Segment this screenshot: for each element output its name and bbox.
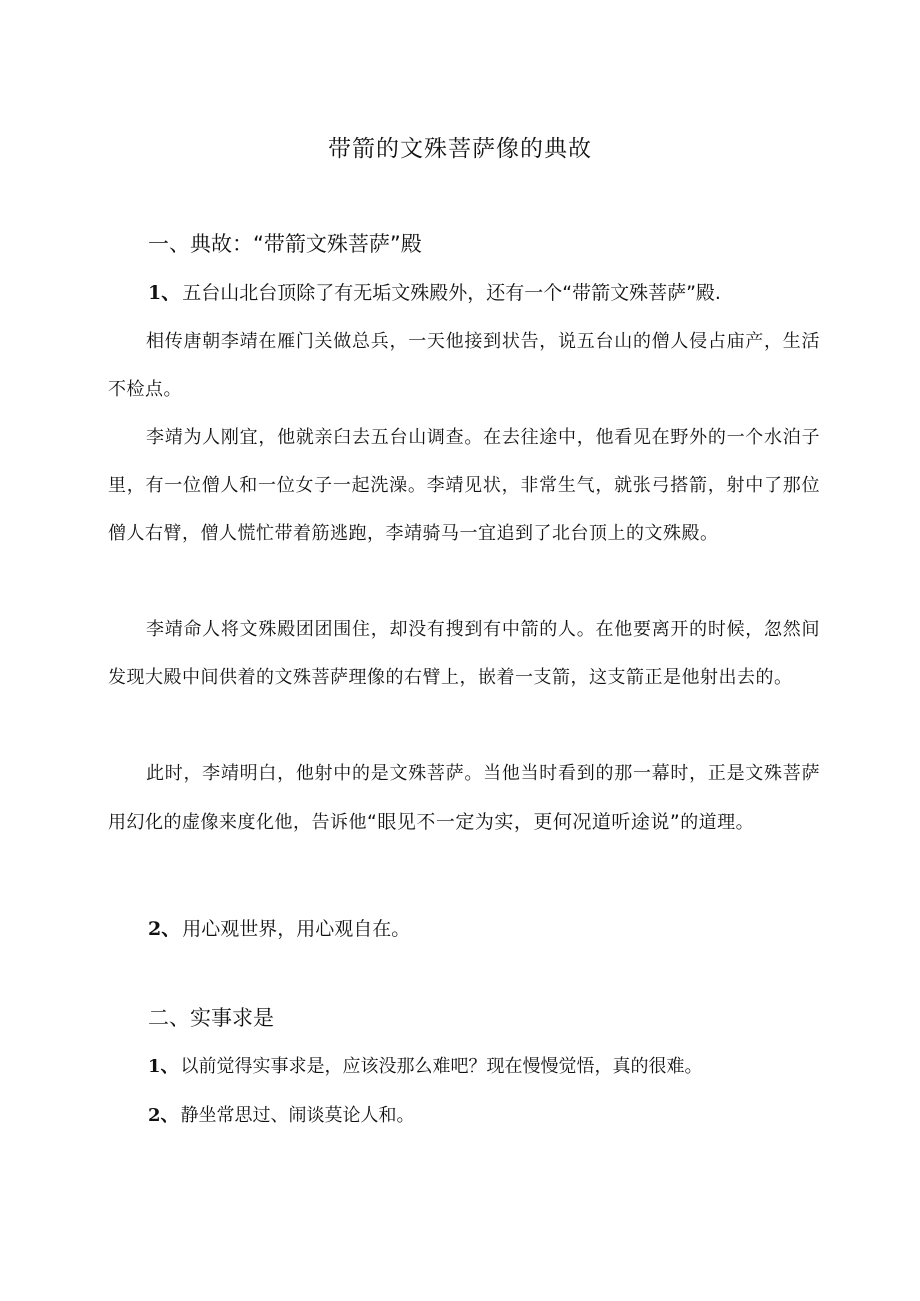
item-text: 以前觉得实事求是，应该没那么难吧？现在慢慢觉悟，真的很难。 bbox=[180, 1056, 703, 1077]
paragraph-3: 李靖命人将文殊殿团团围住，却没有搜到有中箭的人。在他要离开的时候，忽然间发现大殿中间供着的文殊菩萨理像的右臂上，嵌着一支箭，这支箭正是他射出去的。 bbox=[108, 619, 820, 688]
item-text: 静坐常思过、闹谈莫论人和。 bbox=[180, 1105, 415, 1126]
section-1-heading: 一、典故：“带箭文殊菩萨”殿 bbox=[148, 232, 422, 256]
item-number: 2、 bbox=[148, 1105, 179, 1126]
item-text: 用心观世界，用心观自在。 bbox=[182, 918, 411, 940]
item-number: 1、 bbox=[148, 1056, 179, 1077]
paragraph-1: 相传唐朝李靖在雁门关做总兵，一天他接到状告，说五台山的僧人侵占庙产，生活不检点。 bbox=[108, 331, 820, 400]
section-1-item-2 bbox=[148, 913, 410, 945]
section-2-heading: 二、实事求是 bbox=[148, 1006, 274, 1030]
paragraph-4-after: 的道理。 bbox=[680, 812, 755, 833]
paragraph-4-quote: “眼见不一定为实，更何况道听途说” bbox=[367, 811, 681, 833]
paragraph-4-before: 此时，李靖明白，他射中的是文殊菩萨。当他当时看到的那一幕时，正是文殊菩萨用幻化的虚像来度化他，告诉他 bbox=[108, 763, 820, 833]
section-2-item-2 bbox=[148, 1100, 415, 1132]
paragraph-4 bbox=[108, 750, 820, 847]
section-1-item-1 bbox=[148, 277, 721, 309]
item-number: 1、 bbox=[148, 282, 181, 304]
item-text: 五台山北台顶除了有无垢文殊殿外，还有一个“带箭文殊菩萨”殿. bbox=[182, 282, 721, 304]
paragraph-2: 李靖为人刚宜，他就亲臼去五台山调查。在去往途中，他看见在野外的一个水泊子里，有一位僧人和一位女子一起洗澡。李靖见状，非常生气，就张弓搭箭，射中了那位僧人右臂，僧人慌忙带着筋逃跑，李靖骑马一宜追到了北台顶上的文殊殿。 bbox=[108, 427, 820, 544]
document-title: 带箭的文殊菩萨像的典故 bbox=[328, 136, 592, 162]
section-2-item-1 bbox=[148, 1051, 703, 1083]
item-number: 2、 bbox=[148, 918, 181, 940]
